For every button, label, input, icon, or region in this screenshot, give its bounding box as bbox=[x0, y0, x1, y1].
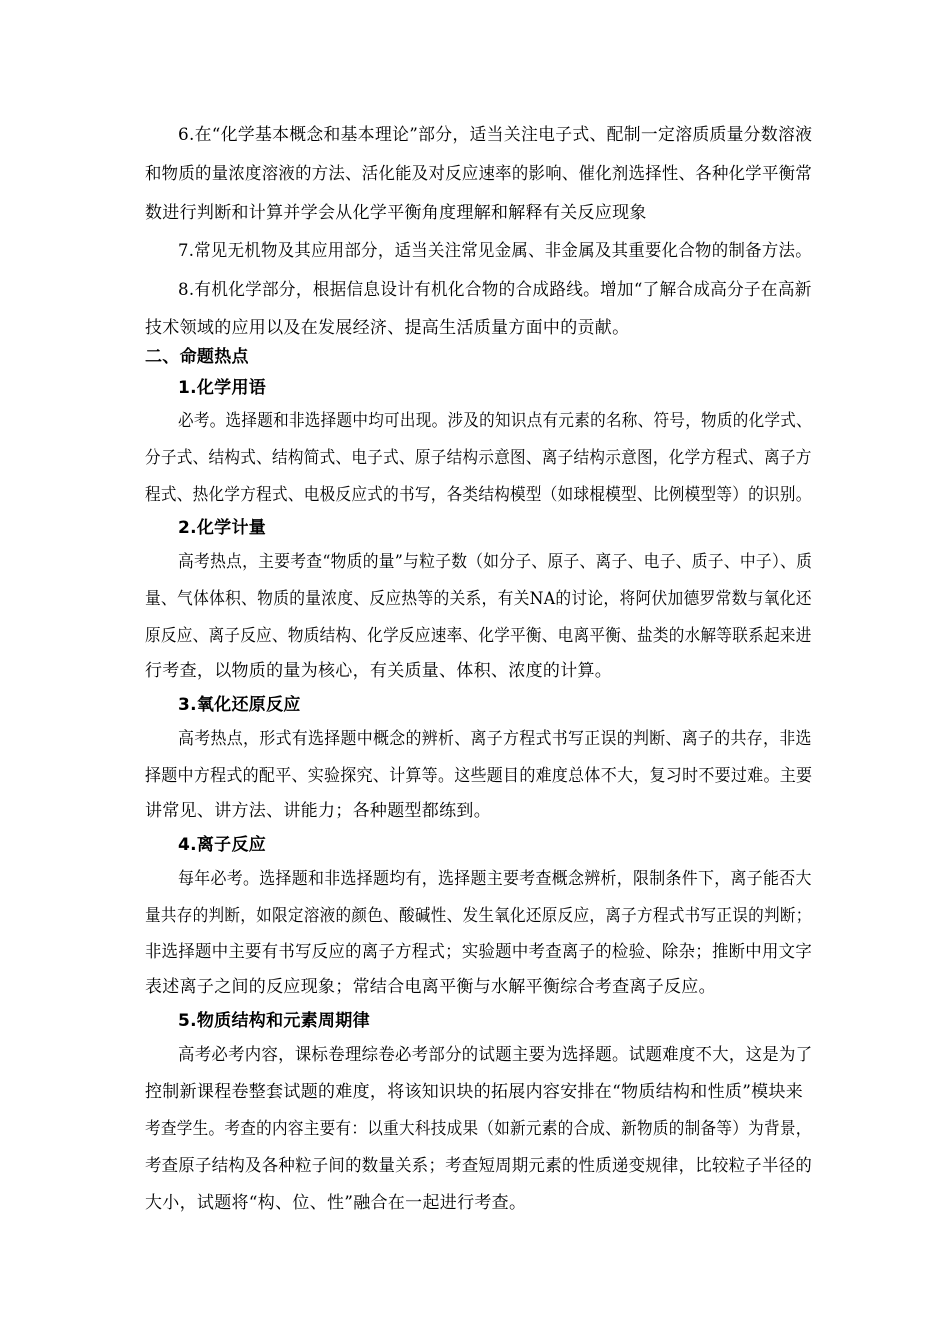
paragraph-line: 和物质的量浓度溶液的方法、活化能及对反应速率的影响、催化剂选择性、各种化学平衡常 bbox=[145, 164, 812, 184]
paragraph-line: 表述离子之间的反应现象；常结合电离平衡与水解平衡综合考查离子反应。 bbox=[145, 977, 716, 997]
paragraph-line: 量共存的判断，如限定溶液的颜色、酸碱性、发生氧化还原反应，离子方程式书写正误的判断； bbox=[145, 906, 812, 926]
paragraph-line: 非选择题中主要有书写反应的离子方程式；实验题中考查离子的检验、除杂；推断中用文字 bbox=[145, 942, 812, 962]
paragraph-line: 每年必考。选择题和非选择题均有，选择题主要考查概念辨析，限制条件下，离子能否大 bbox=[178, 869, 812, 889]
paragraph-line: 行考查，以物质的量为核心，有关质量、体积、浓度的计算。 bbox=[145, 661, 613, 681]
paragraph-line: 考查学生。考查的内容主要有：以重大科技成果（如新元素的合成、新物质的制备等）为背景， bbox=[145, 1119, 812, 1139]
section-heading: 4.离子反应 bbox=[178, 835, 267, 855]
paragraph-line: 7.常见无机物及其应用部分，适当关注常见金属、非金属及其重要化合物的制备方法。 bbox=[178, 241, 812, 261]
paragraph-line: 数进行判断和计算并学会从化学平衡角度理解和解释有关反应现象 bbox=[145, 203, 647, 223]
paragraph-line: 高考热点，主要考查“物质的量”与粒子数（如分子、原子、离子、电子、质子、中子）、质 bbox=[178, 552, 813, 572]
paragraph-line: 大小，试题将“构、位、性”融合在一起进行考查。 bbox=[145, 1193, 527, 1213]
paragraph-line: 分子式、结构式、结构简式、电子式、原子结构示意图、离子结构示意图，化学方程式、离子方 bbox=[145, 448, 812, 468]
paragraph-line: 高考热点，形式有选择题中概念的辨析、离子方程式书写正误的判断、离子的共存，非选 bbox=[178, 729, 812, 749]
paragraph-line: 技术领域的应用以及在发展经济、提高生活质量方面中的贡献。 bbox=[145, 318, 630, 338]
section-heading: 1.化学用语 bbox=[178, 378, 267, 398]
section-heading: 2.化学计量 bbox=[178, 518, 267, 538]
paragraph-line: 讲常见、讲方法、讲能力；各种题型都练到。 bbox=[145, 801, 491, 821]
section-heading: 二、命题热点 bbox=[145, 347, 249, 367]
paragraph-line: 原反应、离子反应、物质结构、化学反应速率、化学平衡、电离平衡、盐类的水解等联系起来进 bbox=[145, 626, 812, 646]
paragraph-line: 择题中方程式的配平、实验探究、计算等。这些题目的难度总体不大，复习时不要过难。主要 bbox=[145, 766, 813, 786]
paragraph-line: 考查原子结构及各种粒子间的数量关系；考查短周期元素的性质递变规律，比较粒子半径的 bbox=[145, 1156, 812, 1176]
paragraph-line: 高考必考内容，课标卷理综卷必考部分的试题主要为选择题。试题难度不大，这是为了 bbox=[178, 1045, 813, 1065]
paragraph-line: 量、气体体积、物质的量浓度、反应热等的关系，有关NA的讨论，将阿伏加德罗常数与氧化还 bbox=[145, 589, 812, 609]
paragraph-line: 必考。选择题和非选择题中均可出现。涉及的知识点有元素的名称、符号，物质的化学式、 bbox=[178, 411, 812, 431]
section-heading: 3.氧化还原反应 bbox=[178, 695, 301, 715]
paragraph-line: 程式、热化学方程式、电极反应式的书写，各类结构模型（如球棍模型、比例模型等）的识别。 bbox=[145, 485, 812, 505]
paragraph-line: 6.在“化学基本概念和基本理论”部分，适当关注电子式、配制一定溶质质量分数溶液 bbox=[178, 125, 813, 145]
paragraph-line: 8.有机化学部分，根据信息设计有机化合物的合成路线。增加“了解合成高分子在高新 bbox=[178, 280, 812, 300]
section-heading: 5.物质结构和元素周期律 bbox=[178, 1011, 370, 1031]
paragraph-line: 控制新课程卷整套试题的难度，将该知识块的拓展内容安排在“物质结构和性质”模块来 bbox=[145, 1082, 804, 1102]
